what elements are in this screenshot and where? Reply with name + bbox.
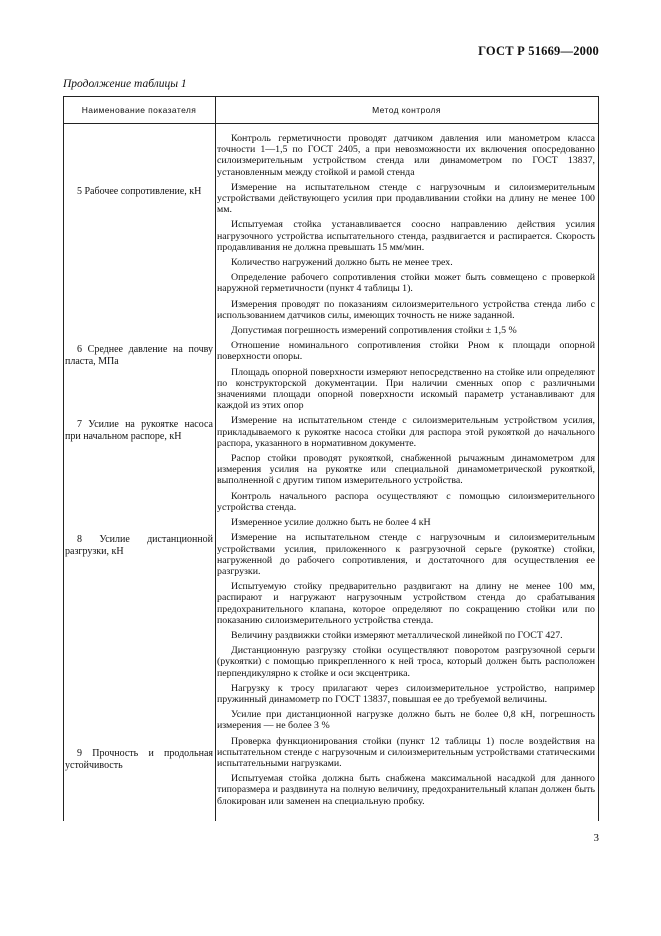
- indicator-ground-pressure: 6 Среднее давление на почву пласта, МПа: [65, 344, 213, 367]
- page-number: 3: [593, 832, 599, 844]
- method-paragraph: Дистанционную разгрузку стойки осуществляют поворотом разгрузочной серьги (рукоятки) с помощью прикрепленного к ней троса, который должен быть расположен перпендикулярно к стойке и оси эксцентрика.: [217, 645, 595, 679]
- method-paragraph: Определение рабочего сопротивления стойки может быть совмещено с проверкой наружной герметичности (пункт 4 таблицы 1).: [217, 272, 595, 295]
- method-paragraph: Измерение на испытательном стенде с нагрузочным и силоизмерительным устройствами усилия, приложенного к разгрузочной серьге (рукоятке) стойки, нагруженной до рабочего сопротивления, и достаточного для осуществления ее разгрузки.: [217, 532, 595, 577]
- method-paragraph: Испытуемая стойка должна быть снабжена максимальной насадкой для данного типоразмера и раздвинута на полную величину, предохранительный клапан должен быть блокирован или заменен на специальную пробку.: [217, 773, 595, 807]
- table-column-divider: [215, 96, 216, 821]
- method-paragraph: Измеренное усилие должно быть не более 4 кН: [231, 517, 431, 529]
- table-top-border: [63, 96, 598, 97]
- column-header-method: Метод контроля: [372, 105, 441, 115]
- method-table: [63, 96, 598, 821]
- method-paragraph: Проверка функционирования стойки (пункт 12 таблицы 1) после воздействия на испытательном стенде с нагрузочным и силоизмерительным устройствами статическими испытательными нагрузками.: [217, 735, 595, 769]
- indicator-pump-handle-force: 7 Усилие на рукоятке насоса при начальном распоре, кН: [65, 419, 213, 442]
- method-paragraph: Измерения проводят по показаниям силоизмерительного устройства стенда либо с использованием датчиков силы, имеющих точность не ниже заданной.: [217, 298, 595, 321]
- table-header-border: [63, 123, 598, 124]
- method-paragraph: Площадь опорной поверхности измеряют непосредственно на стойке или определяют по конструкторской документации. При наличии сменных опор с различными значениями площади опорной поверхности искомый параметр устанавливают для каждой из этих опор: [217, 366, 595, 412]
- method-paragraph: Нагрузку к тросу прилагают через силоизмерительное устройство, например пружинный динамометр по ГОСТ 13837, повышая ее до требуемой величины.: [217, 682, 595, 705]
- method-paragraph: Допустимая погрешность измерений сопротивления стойки ± 1,5 %: [231, 325, 517, 337]
- method-paragraph: Отношение номинального сопротивления стойки Pном к площади опорной поверхности опоры.: [217, 340, 595, 363]
- method-paragraph: Количество нагружений должно быть не менее трех.: [231, 257, 453, 269]
- standard-code: ГОСТ Р 51669—2000: [478, 44, 599, 58]
- indicator-strength-stability: 9 Прочность и продольная устойчивость: [65, 748, 213, 771]
- method-paragraph: Контроль начального распора осуществляют с помощью силоизмерительного устройства стенда.: [217, 490, 595, 513]
- method-paragraph: Усилие при дистанционной нагрузке должно быть не более 0,8 кН, погрешность измерения — не более 3 %: [217, 709, 595, 732]
- method-paragraph: Измерение на испытательном стенде с силоизмерительным устройством усилия, прикладываемого к рукоятке насоса стойки для распора этой рукояткой до начального распора, указанного в нормативном документе.: [217, 415, 595, 449]
- column-header-indicator: Наименование показателя: [81, 105, 197, 115]
- method-paragraph: Испытуемую стойку предварительно раздвигают на длину не менее 100 мм, распирают и нагружают нагрузочным устройством стенда до срабатывания предохранительного клапана, которое определяют по сокращению стойки или по показанию силоизмерительного устройства стенда.: [217, 581, 595, 626]
- method-text-column: [217, 133, 595, 811]
- continuation-label: Продолжение таблицы 1: [63, 78, 187, 90]
- method-paragraph: Контроль герметичности проводят датчиком давления или манометром класса точности 1—1,5 по ГОСТ 2405, а при невозможности их включения опосредованно силоизмерительным устройством стенда или динамометром по ГОСТ 13837, установленным между стойкой и рамой стенда: [217, 133, 595, 178]
- method-paragraph: Испытуемая стойка устанавливается соосно направлению действия усилия нагрузочного устройства испытательного стенда, раздвигается и распирается. Скорость продавливания не должна превышать 15 мм/мин.: [217, 219, 595, 253]
- method-paragraph: Распор стойки проводят рукояткой, снабженной рычажным динамометром для измерения усилия на рукоятке или специальной динамометрической рукояткой, выполненной с другим типом измерительного устройства.: [217, 453, 595, 487]
- method-paragraph: Измерение на испытательном стенде с нагрузочным и силоизмерительным устройствами действующего усилия при продавливании стойки на длину не менее 100 мм.: [217, 181, 595, 216]
- table-right-border: [598, 96, 599, 821]
- method-paragraph: Величину раздвижки стойки измеряют металлической линейкой по ГОСТ 427.: [231, 629, 563, 641]
- indicator-remote-unloading-force: 8 Усилие дистанционной разгрузки, кН: [65, 534, 213, 557]
- table-left-border: [63, 96, 64, 821]
- indicator-working-resistance: 5 Рабочее сопротивление, кН: [77, 186, 202, 197]
